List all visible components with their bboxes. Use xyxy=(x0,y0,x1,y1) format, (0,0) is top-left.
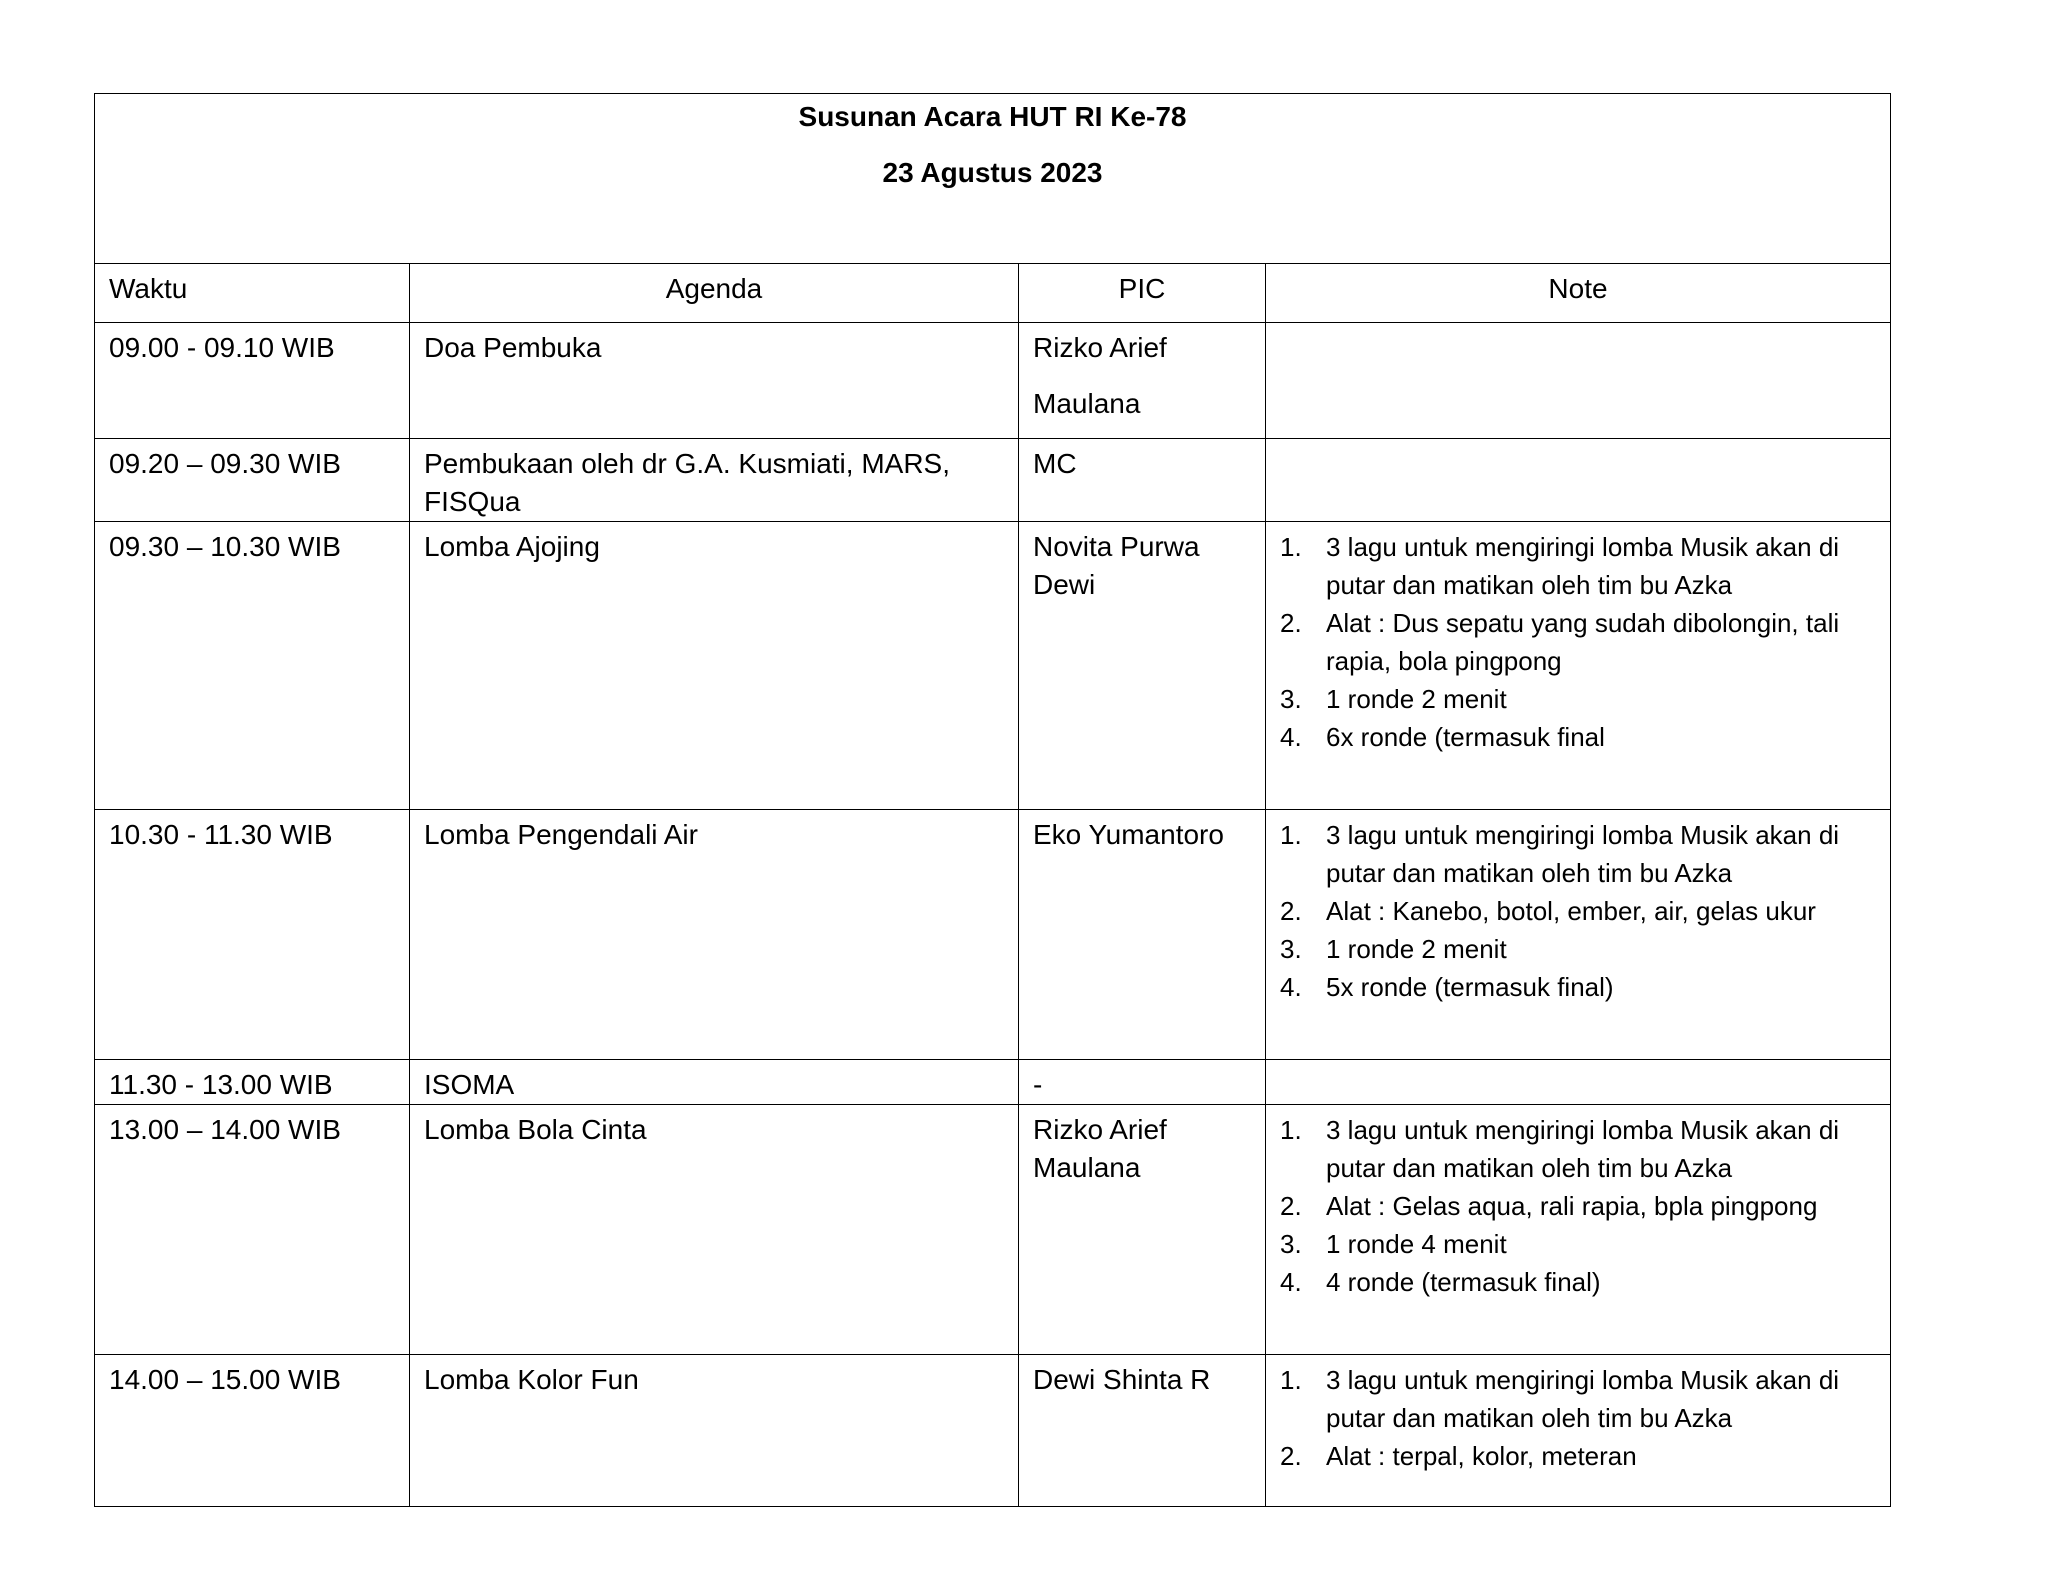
list-item xyxy=(1280,528,1876,604)
cell-note xyxy=(1266,1060,1891,1105)
note-list xyxy=(1280,1361,1876,1475)
cell-waktu: 11.30 - 13.00 WIB xyxy=(95,1060,410,1105)
list-text: 3 lagu untuk mengiringi lomba Musik akan di putar dan matikan oleh tim bu Azka xyxy=(1326,532,1840,600)
cell-agenda: Pembukaan oleh dr G.A. Kusmiati, MARS, FISQua xyxy=(410,439,1019,522)
schedule-body xyxy=(95,323,1891,1507)
cell-waktu: 13.00 – 14.00 WIB xyxy=(95,1105,410,1355)
list-item xyxy=(1280,604,1876,680)
list-number: 1. xyxy=(1280,532,1302,562)
list-text: 1 ronde 2 menit xyxy=(1326,934,1507,964)
list-number: 2. xyxy=(1280,1441,1302,1471)
cell-note xyxy=(1266,439,1891,522)
table-row xyxy=(95,323,1891,439)
pic-name: MC xyxy=(1033,448,1077,479)
list-item xyxy=(1280,1111,1876,1187)
document-page xyxy=(94,93,1890,1507)
cell-pic xyxy=(1019,323,1266,439)
list-number: 1. xyxy=(1280,1365,1302,1395)
document-date: 23 Agustus 2023 xyxy=(882,157,1103,188)
list-text: Alat : terpal, kolor, meteran xyxy=(1326,1441,1637,1471)
list-number: 3. xyxy=(1280,684,1302,714)
list-item xyxy=(1280,1187,1876,1225)
list-item xyxy=(1280,680,1876,718)
cell-pic xyxy=(1019,1355,1266,1507)
list-number: 1. xyxy=(1280,1115,1302,1145)
list-number: 3. xyxy=(1280,1229,1302,1259)
list-text: 6x ronde (termasuk final xyxy=(1326,722,1605,752)
list-item xyxy=(1280,1263,1876,1301)
table-row xyxy=(95,810,1891,1060)
list-text: 5x ronde (termasuk final) xyxy=(1326,972,1614,1002)
table-row xyxy=(95,1355,1891,1507)
note-list xyxy=(1280,528,1876,756)
list-text: Alat : Dus sepatu yang sudah dibolongin, tali rapia, bola pingpong xyxy=(1326,608,1840,676)
cell-waktu: 09.20 – 09.30 WIB xyxy=(95,439,410,522)
pic-name: Dewi Shinta R xyxy=(1033,1364,1211,1395)
cell-note xyxy=(1266,522,1891,810)
table-row xyxy=(95,1105,1891,1355)
cell-agenda: Lomba Ajojing xyxy=(410,522,1019,810)
header-pic: PIC xyxy=(1019,264,1266,323)
list-number: 4. xyxy=(1280,722,1302,752)
table-row xyxy=(95,439,1891,522)
cell-agenda: Doa Pembuka xyxy=(410,323,1019,439)
list-item xyxy=(1280,718,1876,756)
cell-note xyxy=(1266,1105,1891,1355)
list-number: 3. xyxy=(1280,934,1302,964)
list-number: 1. xyxy=(1280,820,1302,850)
cell-waktu: 09.30 – 10.30 WIB xyxy=(95,522,410,810)
pic-name: Rizko Arief xyxy=(1033,332,1167,363)
header-agenda: Agenda xyxy=(410,264,1019,323)
table-row xyxy=(95,1060,1891,1105)
title-cell xyxy=(95,94,1891,264)
list-text: 4 ronde (termasuk final) xyxy=(1326,1267,1601,1297)
list-number: 4. xyxy=(1280,972,1302,1002)
pic-name: Rizko Arief Maulana xyxy=(1033,1114,1167,1183)
cell-note xyxy=(1266,323,1891,439)
list-number: 2. xyxy=(1280,896,1302,926)
cell-waktu: 10.30 - 11.30 WIB xyxy=(95,810,410,1060)
pic-name: Maulana xyxy=(1033,388,1141,419)
header-note: Note xyxy=(1266,264,1891,323)
list-number: 2. xyxy=(1280,608,1302,638)
document-title: Susunan Acara HUT RI Ke-78 xyxy=(798,101,1187,132)
list-text: 1 ronde 4 menit xyxy=(1326,1229,1507,1259)
list-item xyxy=(1280,968,1876,1006)
list-item xyxy=(1280,1361,1876,1437)
list-item xyxy=(1280,816,1876,892)
pic-name: - xyxy=(1033,1069,1043,1100)
note-list xyxy=(1280,816,1876,1006)
list-text: Alat : Kanebo, botol, ember, air, gelas ukur xyxy=(1326,896,1816,926)
list-item xyxy=(1280,1225,1876,1263)
list-number: 2. xyxy=(1280,1191,1302,1221)
cell-agenda: ISOMA xyxy=(410,1060,1019,1105)
pic-name: Novita Purwa Dewi xyxy=(1033,531,1200,600)
cell-waktu: 09.00 - 09.10 WIB xyxy=(95,323,410,439)
schedule-table xyxy=(94,93,1891,1507)
cell-waktu: 14.00 – 15.00 WIB xyxy=(95,1355,410,1507)
note-list xyxy=(1280,1111,1876,1301)
cell-note xyxy=(1266,810,1891,1060)
header-waktu: Waktu xyxy=(95,264,410,323)
cell-pic xyxy=(1019,522,1266,810)
cell-agenda: Lomba Bola Cinta xyxy=(410,1105,1019,1355)
list-text: 3 lagu untuk mengiringi lomba Musik akan di putar dan matikan oleh tim bu Azka xyxy=(1326,1365,1840,1433)
list-text: 1 ronde 2 menit xyxy=(1326,684,1507,714)
pic-name: Eko Yumantoro xyxy=(1033,819,1224,850)
cell-note xyxy=(1266,1355,1891,1507)
cell-pic xyxy=(1019,810,1266,1060)
list-item xyxy=(1280,1437,1876,1475)
list-text: Alat : Gelas aqua, rali rapia, bpla pingpong xyxy=(1326,1191,1818,1221)
title-row xyxy=(95,94,1891,264)
list-item xyxy=(1280,892,1876,930)
list-number: 4. xyxy=(1280,1267,1302,1297)
list-item xyxy=(1280,930,1876,968)
list-text: 3 lagu untuk mengiringi lomba Musik akan di putar dan matikan oleh tim bu Azka xyxy=(1326,820,1840,888)
list-text: 3 lagu untuk mengiringi lomba Musik akan di putar dan matikan oleh tim bu Azka xyxy=(1326,1115,1840,1183)
cell-agenda: Lomba Pengendali Air xyxy=(410,810,1019,1060)
cell-pic xyxy=(1019,1060,1266,1105)
header-row xyxy=(95,264,1891,323)
cell-agenda: Lomba Kolor Fun xyxy=(410,1355,1019,1507)
cell-pic xyxy=(1019,1105,1266,1355)
table-row xyxy=(95,522,1891,810)
cell-pic xyxy=(1019,439,1266,522)
